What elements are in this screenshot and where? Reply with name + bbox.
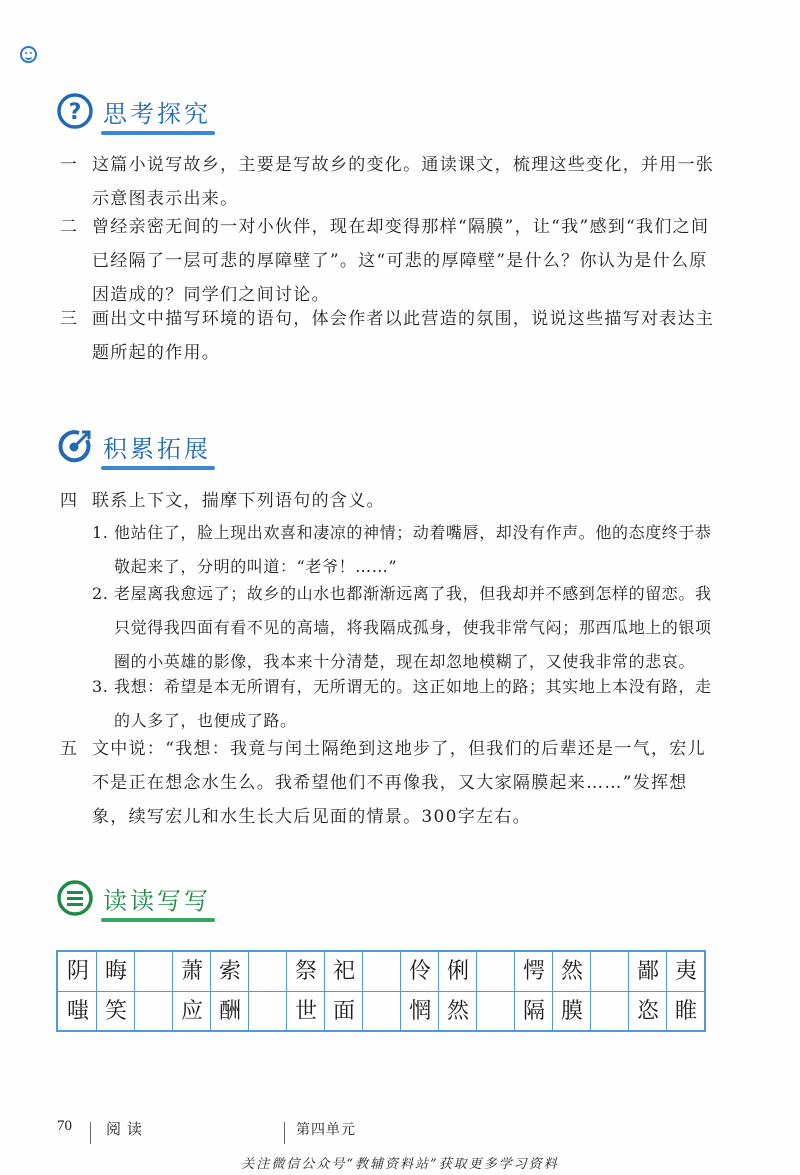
footer-divider <box>90 1122 91 1144</box>
vocab-char: 嗤 <box>66 999 89 1024</box>
smiley-icon <box>20 46 37 63</box>
section-title: 读读写写 <box>103 881 211 916</box>
footer-unit: 第四单元 <box>296 1121 356 1137</box>
vocab-char: 夷 <box>674 959 697 984</box>
vocab-char: 世 <box>294 999 317 1024</box>
vocab-char: 祀 <box>332 959 355 984</box>
vocab-char: 俐 <box>446 959 469 984</box>
vocab-char: 伶 <box>408 959 431 984</box>
section-title: 积累拓展 <box>103 429 211 464</box>
vocab-char: 笑 <box>104 999 127 1024</box>
list-lines-icon <box>57 880 93 916</box>
question-item: 五 文中说：“我想：我竟与闰土隔绝到这地步了，但我们的后辈还是一气，宏儿不是正在想念水生么。我希望他们不再像我，又大家隔膜起来……”发挥想象，续写宏儿和水生长大后见面的情景。300字左右。 <box>60 739 706 827</box>
question-item: 三 画出文中描写环境的语句，体会作者以此营造的氛围，说说这些描写对表达主题所起的作用。 <box>60 309 715 363</box>
vocab-char: 面 <box>332 999 355 1024</box>
vocab-char: 然 <box>446 999 469 1024</box>
sub-item: 1. 他站住了，脸上现出欢喜和凄凉的神情；动着嘴唇，却没有作声。他的态度终于恭敬起来了，分明的叫道：“老爷！……” <box>92 523 712 576</box>
page-footer <box>0 1110 800 1150</box>
section-header-readwrite <box>57 876 211 920</box>
vocab-char: 惘 <box>408 999 431 1024</box>
vocab-char: 索 <box>218 959 241 984</box>
section-title: 思考探究 <box>103 94 211 129</box>
question-item: 二 曾经亲密无间的一对小伙伴，现在却变得那样“隔膜”，让“我”感到“我们之间已经隔了一层可悲的厚障壁了”。这“可悲的厚障壁”是什么？你认为是什么原因造成的？同学们之间讨论。 <box>60 217 710 305</box>
question-icon <box>57 93 93 129</box>
vocab-char: 鄙 <box>636 959 659 984</box>
vocab-char: 应 <box>180 999 203 1024</box>
page-number: 70 <box>57 1118 72 1134</box>
question-item: 一 这篇小说写故乡，主要是写故乡的变化。通读课文，梳理这些变化，并用一张示意图表示出来。 <box>60 155 715 209</box>
target-arrow-icon <box>57 428 93 464</box>
vocab-grid <box>56 950 706 1032</box>
footer-divider <box>284 1122 285 1144</box>
sub-item: 2. 老屋离我愈远了；故乡的山水也都渐渐远离了我，但我却并不感到怎样的留恋。我只觉得我四面有看不见的高墙，将我隔成孤身，使我非常气闷；那西瓜地上的银项圈的小英雄的影像，我本来十分清楚，现在却忽地模糊了，又使我非常的悲哀。 <box>92 584 712 671</box>
vocab-char: 祭 <box>294 959 317 984</box>
vocab-char: 睢 <box>674 999 697 1024</box>
vocab-char: 酬 <box>218 999 241 1024</box>
svg-text:?: ? <box>68 100 82 125</box>
section-header-think <box>57 89 211 133</box>
vocab-char: 隔 <box>522 999 545 1024</box>
watermark-text: 关注微信公众号“教辅资料站”获取更多学习资料 <box>241 1157 559 1172</box>
vocab-char: 恣 <box>636 999 659 1024</box>
vocab-char: 愕 <box>522 959 545 984</box>
vocab-char: 然 <box>560 959 583 984</box>
vocab-char: 阴 <box>66 959 89 984</box>
section-header-accumulate <box>57 424 211 468</box>
question-item: 四 联系上下文，揣摩下列语句的含义。 <box>60 491 385 511</box>
footer-section: 阅读 <box>106 1120 149 1138</box>
vocab-char: 晦 <box>104 959 127 984</box>
sub-item: 3. 我想：希望是本无所谓有，无所谓无的。这正如地上的路；其实地上本没有路，走的人多了，也便成了路。 <box>92 677 712 730</box>
vocab-char: 萧 <box>180 959 203 984</box>
vocab-char: 膜 <box>560 999 583 1024</box>
